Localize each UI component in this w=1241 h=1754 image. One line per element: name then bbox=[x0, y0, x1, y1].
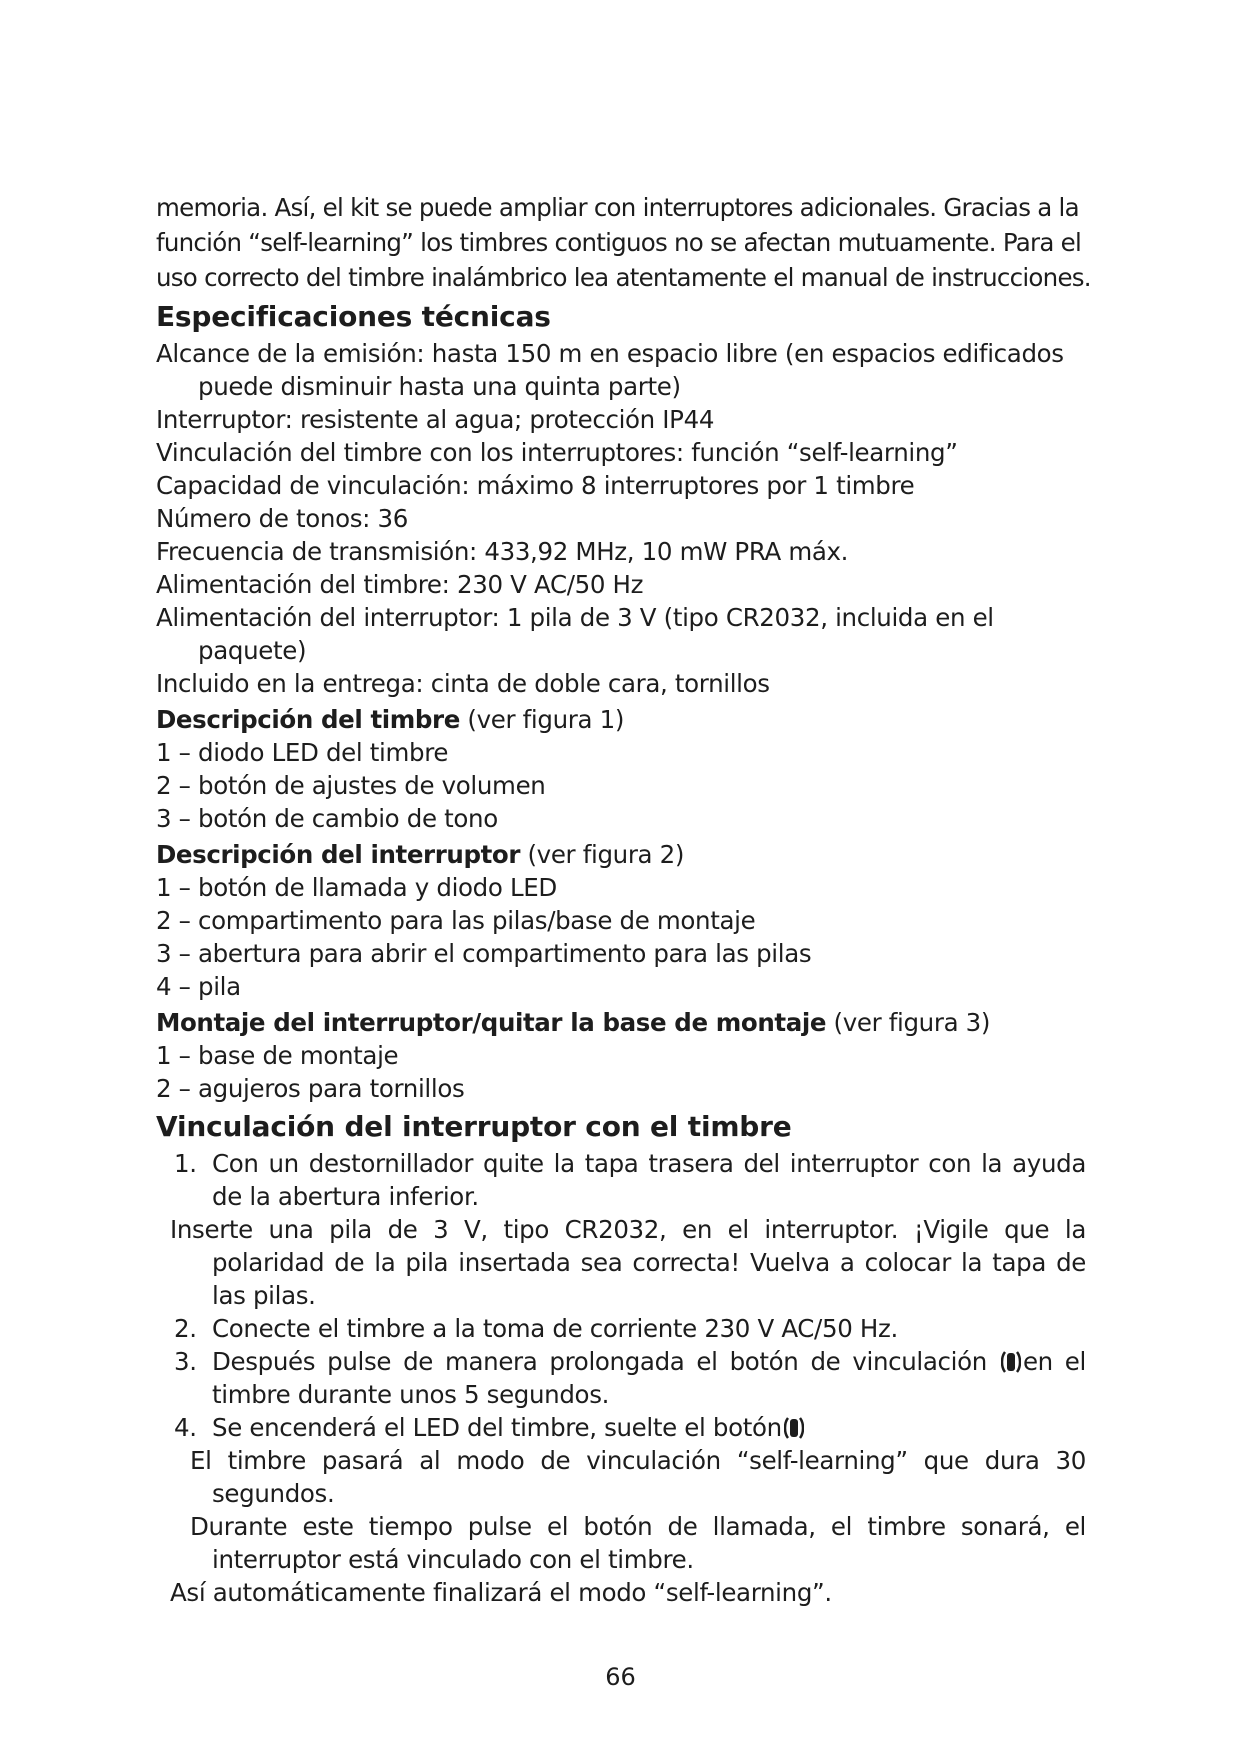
list-item: 1 – base de montaje bbox=[156, 1041, 399, 1070]
list-item: 2 – agujeros para tornillos bbox=[156, 1074, 465, 1103]
step-4-continuation: Durante este tiempo pulse el botón de llamada, el timbre sonará, el interruptor está vinculado con el timbre. bbox=[190, 1512, 1086, 1574]
mounting-heading bbox=[156, 1006, 1086, 1039]
bell-description-heading bbox=[156, 703, 1086, 736]
spec-line: Alimentación del interruptor: 1 pila de 3 V (tipo CR2032, incluida en el paquete) bbox=[156, 603, 994, 665]
switch-description-heading bbox=[156, 838, 1086, 871]
step-1 bbox=[156, 1147, 1086, 1213]
list-item: 3 – abertura para abrir el compartimento para las pilas bbox=[156, 939, 812, 968]
mounting-title: Montaje del interruptor/quitar la base de montaje bbox=[156, 1008, 827, 1037]
step-text bbox=[212, 1411, 1086, 1444]
step-4-text: Se encenderá el LED del timbre, suelte el botón bbox=[212, 1413, 782, 1442]
step-1-continuation: Inserte una pila de 3 V, tipo CR2032, en el interruptor. ¡Vigile que la polaridad de la pila insertada sea correcta! Vuelva a colocar la tapa de las pilas. bbox=[170, 1215, 1086, 1310]
spec-line: Número de tonos: 36 bbox=[156, 504, 408, 533]
list-item: 2 – botón de ajustes de volumen bbox=[156, 771, 546, 800]
link-button-icon bbox=[1001, 1349, 1021, 1375]
spec-line: Alcance de la emisión: hasta 150 m en espacio libre (en espacios edificados puede disminuir hasta una quinta parte) bbox=[156, 339, 1064, 401]
linking-steps bbox=[156, 1147, 1086, 1609]
switch-description-ref: (ver figura 2) bbox=[520, 840, 685, 869]
list-item: 2 – compartimento para las pilas/base de montaje bbox=[156, 906, 756, 935]
intro-paragraph: memoria. Así, el kit se puede ampliar con interruptores adicionales. Gracias a la función “self-learning” los timbres contiguos no se afectan mutuamente. Para el uso correcto del timbre inalámbrico lea atentamente el manual de instrucciones. bbox=[156, 193, 1091, 292]
bell-description-ref: (ver figura 1) bbox=[459, 705, 625, 734]
spec-line: Vinculación del timbre con los interruptores: función “self-learning” bbox=[156, 438, 958, 467]
step-number: 2. bbox=[174, 1314, 197, 1343]
page-number: 66 bbox=[605, 1663, 636, 1691]
linking-heading: Vinculación del interruptor con el timbre bbox=[156, 1110, 792, 1143]
mounting-ref: (ver figura 3) bbox=[826, 1008, 991, 1037]
step-2 bbox=[156, 1312, 1086, 1345]
step-text bbox=[212, 1345, 1086, 1411]
step-text: Con un destornillador quite la tapa trasera del interruptor con la ayuda de la abertura inferior. bbox=[212, 1149, 1086, 1211]
step-3-text-b: en el timbre durante unos 5 segundos. bbox=[212, 1347, 1086, 1409]
step-number: 3. bbox=[174, 1347, 197, 1376]
step-text: Conecte el timbre a la toma de corriente 230 V AC/50 Hz. bbox=[212, 1314, 898, 1343]
list-item: 1 – botón de llamada y diodo LED bbox=[156, 873, 557, 902]
specs-list bbox=[156, 337, 1086, 700]
linking-final-note: Así automáticamente finalizará el modo “self-learning”. bbox=[170, 1578, 832, 1607]
step-number: 1. bbox=[174, 1149, 197, 1178]
spec-line: Interruptor: resistente al agua; protección IP44 bbox=[156, 405, 715, 434]
spec-line: Frecuencia de transmisión: 433,92 MHz, 10 mW PRA máx. bbox=[156, 537, 849, 566]
spec-line: Alimentación del timbre: 230 V AC/50 Hz bbox=[156, 570, 644, 599]
page-content bbox=[156, 190, 1091, 1609]
specs-heading: Especificaciones técnicas bbox=[156, 300, 551, 333]
step-3 bbox=[156, 1345, 1086, 1411]
link-button-icon bbox=[784, 1415, 804, 1441]
step-4 bbox=[156, 1411, 1086, 1444]
spec-line: Incluido en la entrega: cinta de doble cara, tornillos bbox=[156, 669, 770, 698]
step-3-text-a: Después pulse de manera prolongada el botón de vinculación bbox=[212, 1347, 987, 1376]
step-number: 4. bbox=[174, 1413, 197, 1442]
list-item: 1 – diodo LED del timbre bbox=[156, 738, 449, 767]
list-item: 3 – botón de cambio de tono bbox=[156, 804, 498, 833]
step-4-continuation: El timbre pasará al modo de vinculación “self-learning” que dura 30 segundos. bbox=[190, 1446, 1086, 1508]
bell-description-title: Descripción del timbre bbox=[156, 705, 460, 734]
list-item: 4 – pila bbox=[156, 972, 241, 1001]
spec-line: Capacidad de vinculación: máximo 8 interruptores por 1 timbre bbox=[156, 471, 915, 500]
switch-description-title: Descripción del interruptor bbox=[156, 840, 521, 869]
